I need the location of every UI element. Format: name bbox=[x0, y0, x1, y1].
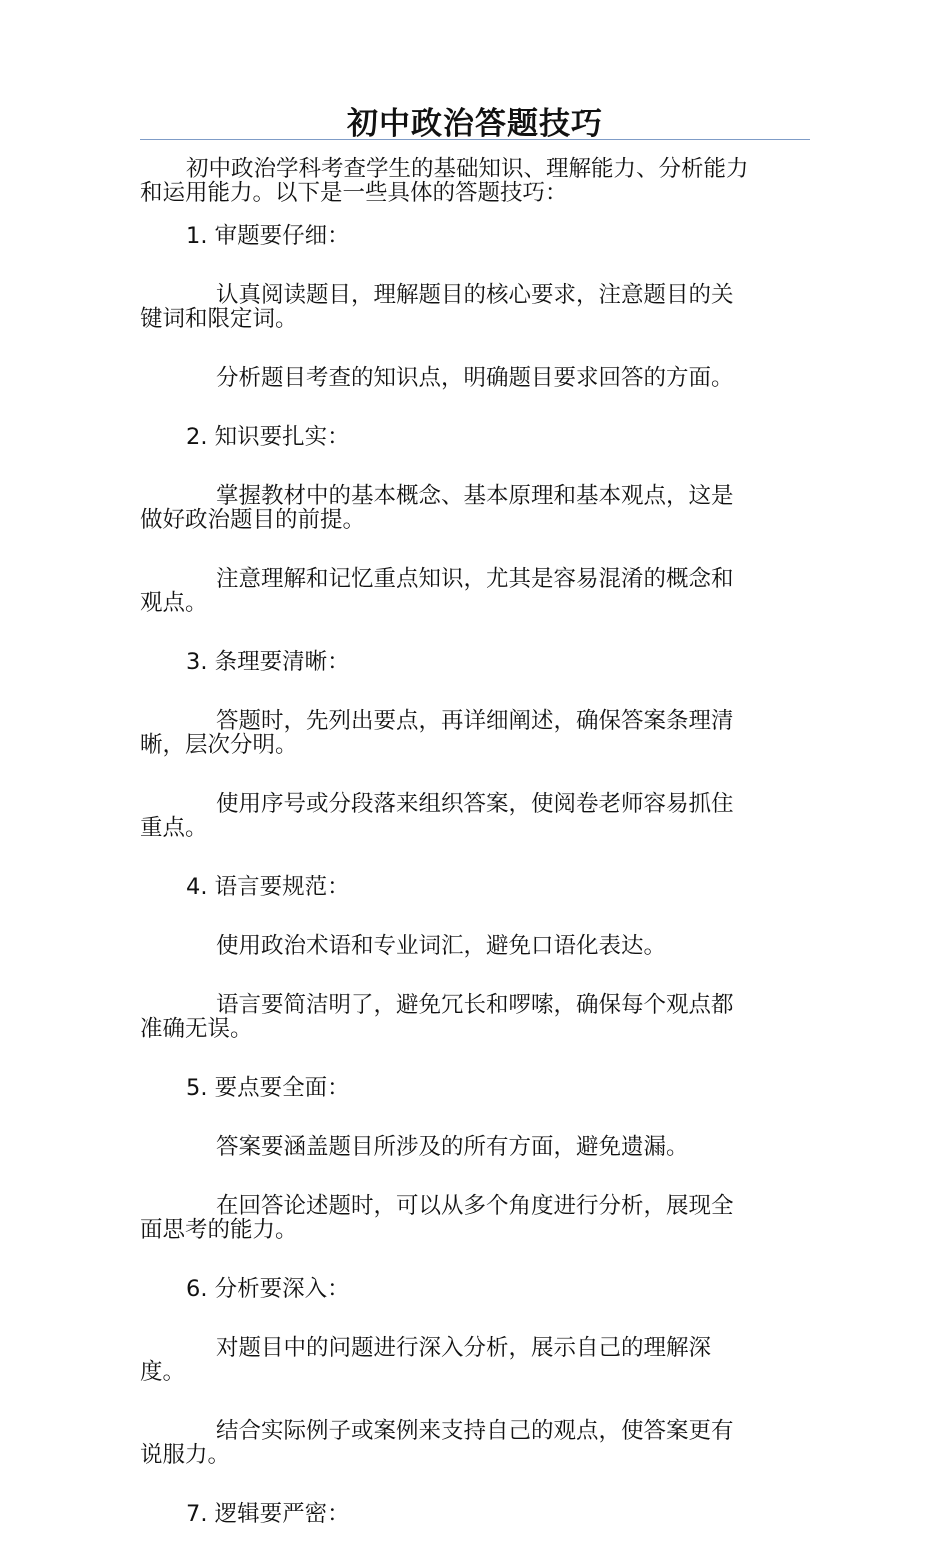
point-line: 键词和限定词。 bbox=[140, 306, 298, 332]
point-line: 使用政治术语和专业词汇，避免口语化表达。 bbox=[216, 933, 667, 959]
point-line: 掌握教材中的基本概念、基本原理和基本观点，这是 bbox=[216, 483, 734, 509]
section-6-point-2 bbox=[140, 1419, 810, 1467]
point-line: 语言要简洁明了，避免冗长和啰嗦，确保每个观点都 bbox=[216, 992, 734, 1018]
point-line: 结合实际例子或案例来支持自己的观点，使答案更有 bbox=[216, 1418, 734, 1444]
section-4-point-2 bbox=[140, 993, 810, 1041]
section-5-point-2 bbox=[140, 1194, 810, 1242]
point-line: 面思考的能力。 bbox=[140, 1217, 298, 1243]
point-line: 使用序号或分段落来组织答案，使阅卷老师容易抓住 bbox=[216, 791, 734, 817]
section-5-point-1 bbox=[140, 1135, 810, 1159]
title-underline bbox=[140, 139, 810, 140]
section-4-point-1 bbox=[140, 934, 810, 958]
point-line: 分析题目考查的知识点，明确题目要求回答的方面。 bbox=[216, 365, 734, 391]
section-1-point-1 bbox=[140, 283, 810, 331]
point-line: 在回答论述题时，可以从多个角度进行分析，展现全 bbox=[216, 1193, 734, 1219]
section-3-point-2 bbox=[140, 792, 810, 840]
section-2-point-1 bbox=[140, 484, 810, 532]
intro-paragraph bbox=[140, 157, 810, 205]
point-line: 答案要涵盖题目所涉及的所有方面，避免遗漏。 bbox=[216, 1134, 689, 1160]
point-line: 晰，层次分明。 bbox=[140, 732, 298, 758]
section-heading-5: 5. 要点要全面： bbox=[186, 1075, 350, 1101]
intro-line-1: 初中政治学科考查学生的基础知识、理解能力、分析能力 bbox=[186, 156, 749, 182]
intro-line-2: 和运用能力。以下是一些具体的答题技巧： bbox=[140, 180, 568, 206]
point-line: 答题时，先列出要点，再详细阐述，确保答案条理清 bbox=[216, 708, 734, 734]
section-heading-2: 2. 知识要扎实： bbox=[186, 424, 350, 450]
point-line: 准确无误。 bbox=[140, 1016, 253, 1042]
section-2-point-2 bbox=[140, 567, 810, 615]
point-line: 注意理解和记忆重点知识，尤其是容易混淆的概念和 bbox=[216, 566, 734, 592]
section-3-point-1 bbox=[140, 709, 810, 757]
section-heading-7: 7. 逻辑要严密： bbox=[186, 1501, 350, 1527]
section-6-point-1 bbox=[140, 1336, 810, 1384]
section-heading-1: 1. 审题要仔细： bbox=[186, 223, 350, 249]
point-line: 度。 bbox=[140, 1359, 186, 1385]
point-line: 说服力。 bbox=[140, 1442, 231, 1468]
point-line: 认真阅读题目，理解题目的核心要求，注意题目的关 bbox=[216, 282, 734, 308]
point-line: 观点。 bbox=[140, 590, 208, 616]
point-line: 做好政治题目的前提。 bbox=[140, 507, 366, 533]
document-body bbox=[140, 157, 810, 1561]
point-line: 重点。 bbox=[140, 815, 208, 841]
page-title: 初中政治答题技巧 bbox=[347, 106, 603, 142]
section-heading-3: 3. 条理要清晰： bbox=[186, 649, 350, 675]
section-heading-6: 6. 分析要深入： bbox=[186, 1276, 350, 1302]
section-heading-4: 4. 语言要规范： bbox=[186, 874, 350, 900]
section-1-point-2 bbox=[140, 366, 810, 390]
point-line: 对题目中的问题进行深入分析，展示自己的理解深 bbox=[216, 1335, 712, 1361]
